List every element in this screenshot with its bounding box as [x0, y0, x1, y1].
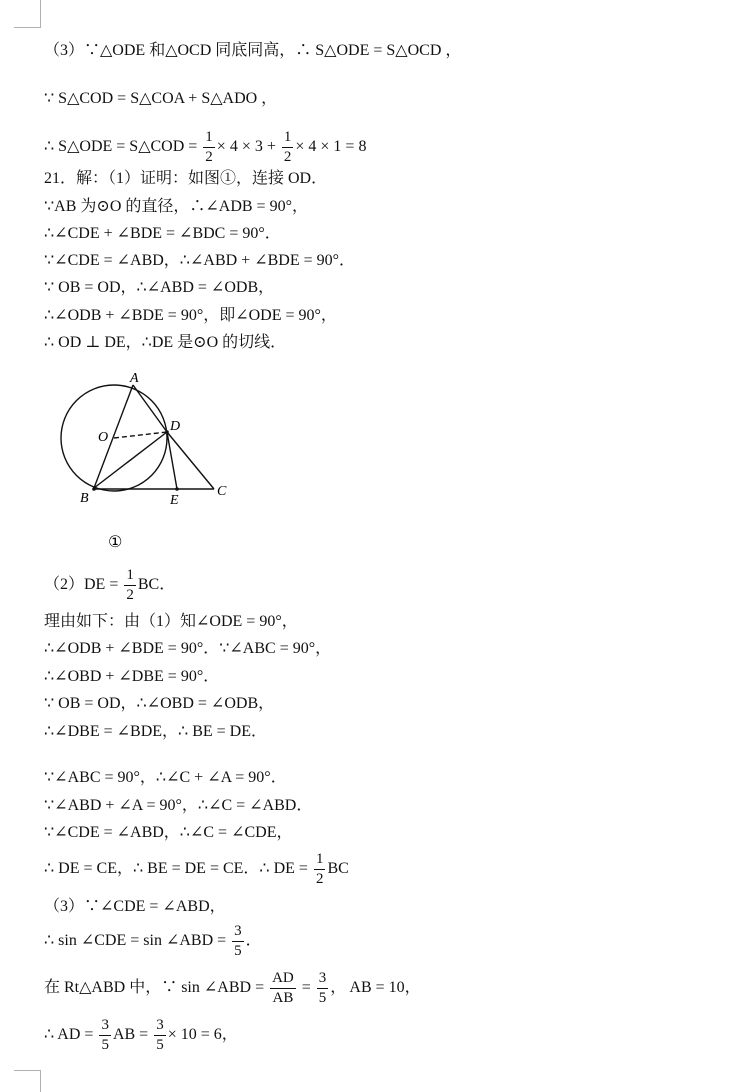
- fraction-numerator: 3: [317, 971, 329, 989]
- fraction-numerator: AD: [270, 971, 296, 989]
- solution-line-20: [44, 851, 349, 887]
- figure-caption: ①: [108, 532, 123, 551]
- fraction-denominator: 2: [126, 586, 134, 603]
- fraction-denominator: 5: [234, 942, 242, 959]
- line22-part-a: ∴ sin ∠CDE = sin ∠ABD =: [44, 932, 231, 949]
- fraction-denominator: 5: [156, 1036, 164, 1053]
- line24-part-a: ∴ AD =: [44, 1026, 98, 1043]
- solution-line-7: ∵∠CDE = ∠ABD，∴∠ABD + ∠BDE = 90°．: [44, 252, 356, 269]
- fraction-numerator: 1: [124, 568, 136, 586]
- fraction-denominator: 2: [315, 870, 324, 887]
- line24-part-b: AB =: [112, 1026, 153, 1043]
- page-corner-mark-bottom: [40, 1070, 41, 1092]
- segment-od-dashed: [114, 432, 167, 438]
- label-d: D: [170, 419, 181, 434]
- label-b: B: [80, 491, 89, 506]
- segment-ad: [133, 385, 167, 432]
- fraction-three-fifths: [317, 971, 329, 1006]
- solution-line-2: ∵ S△COD = S△COA + S△ADO ，: [44, 90, 278, 107]
- fraction-one-half: [203, 130, 215, 165]
- label-c: C: [217, 484, 227, 499]
- fraction-numerator: 1: [282, 130, 294, 148]
- fraction-three-fifths: [99, 1018, 111, 1053]
- line22-part-b: ．: [245, 932, 262, 949]
- solution-line-23: [44, 968, 421, 1008]
- fraction-numerator: 3: [232, 924, 244, 942]
- fraction-denominator: 5: [101, 1036, 109, 1053]
- fraction-numerator: 3: [99, 1018, 111, 1036]
- line24-part-c: × 10 = 6，: [167, 1026, 238, 1043]
- line20-part-a: ∴ DE = CE，∴ BE = DE = CE．∴ DE =: [44, 860, 312, 877]
- point-d-dot: [165, 430, 169, 434]
- geometry-figure: [44, 368, 244, 558]
- solution-line-12: 理由如下：由（1）知∠ODE = 90°，: [44, 613, 298, 630]
- solution-line-9: ∴∠ODB + ∠BDE = 90°，即∠ODE = 90°，: [44, 307, 337, 324]
- solution-line-21: （3）∵∠CDE = ∠ABD，: [44, 898, 226, 915]
- line20-part-b: BC: [327, 860, 349, 877]
- fraction-denominator: 2: [205, 149, 213, 165]
- line11-part-b: BC．: [137, 576, 176, 593]
- fraction-ad-over-ab: [270, 971, 296, 1006]
- solution-line-19: ∵∠CDE = ∠ABD，∴∠C = ∠CDE，: [44, 824, 293, 841]
- solution-line-6: ∴∠CDE + ∠BDE = ∠BDC = 90°．: [44, 225, 281, 242]
- line3-part-a: ∴ S△ODE = S△COD =: [44, 138, 202, 156]
- line3-part-c: × 4 × 1 = 8: [295, 138, 367, 156]
- fraction-denominator: 2: [283, 149, 292, 165]
- solution-line-3: [44, 130, 366, 164]
- fraction-numerator: 1: [314, 852, 326, 870]
- label-o: O: [98, 430, 109, 445]
- fraction-denominator: AB: [272, 989, 294, 1006]
- line23-part-b: =: [297, 979, 315, 996]
- solution-line-17: ∵∠ABC = 90°，∴∠C + ∠A = 90°．: [44, 769, 287, 786]
- segment-dc: [167, 432, 214, 489]
- label-a: A: [130, 371, 139, 386]
- label-e: E: [170, 493, 179, 508]
- fraction-three-fifths: [154, 1018, 166, 1053]
- page-corner-mark-top-h: [14, 27, 41, 28]
- solution-line-10: ∴ OD ⊥ DE，∴DE 是⊙O 的切线．: [44, 334, 287, 351]
- solution-line-8: ∵ OB = OD，∴∠ABD = ∠ODB，: [44, 279, 275, 296]
- fraction-one-half: [124, 568, 136, 603]
- solution-line-15: ∵ OB = OD，∴∠OBD = ∠ODB，: [44, 695, 275, 712]
- line3-part-b: × 4 × 3 +: [216, 138, 280, 156]
- solution-line-18: ∵∠ABD + ∠A = 90°，∴∠C = ∠ABD．: [44, 797, 313, 814]
- point-e-dot: [175, 487, 179, 491]
- line23-part-c: ， AB = 10，: [330, 979, 421, 996]
- fraction-numerator: 1: [203, 130, 215, 148]
- solution-line-14: ∴∠OBD + ∠DBE = 90°．: [44, 668, 220, 685]
- fraction-one-half: [282, 130, 294, 165]
- solution-line-13: ∴∠ODB + ∠BDE = 90°．∵∠ABC = 90°，: [44, 640, 332, 657]
- fraction-denominator: 5: [318, 989, 327, 1006]
- solution-line-5: ∵AB 为⊙O 的直径，∴∠ADB = 90°，: [44, 198, 308, 215]
- solution-line-24: [44, 1015, 238, 1055]
- line23-part-a: 在 Rt△ABD 中，∵ sin ∠ABD =: [44, 979, 269, 996]
- solution-line-4: 21．解：（1）证明：如图①，连接 OD．: [44, 170, 328, 187]
- solution-line-22: [44, 922, 262, 960]
- page-corner-mark-top: [40, 0, 41, 28]
- solution-line-1: （3）∵△ODE 和△OCD 同底同高，∴ S△ODE = S△OCD ，: [44, 42, 462, 59]
- fraction-one-half: [314, 852, 326, 887]
- line11-part-a: （2）DE =: [44, 576, 123, 593]
- page-corner-mark-bottom-h: [14, 1070, 41, 1071]
- solution-line-11: [44, 567, 175, 603]
- segment-de: [167, 432, 177, 489]
- fraction-three-fifths: [232, 924, 244, 959]
- point-b-dot: [92, 487, 96, 491]
- solution-line-16: ∴∠DBE = ∠BDE，∴ BE = DE．: [44, 723, 267, 740]
- fraction-numerator: 3: [154, 1018, 166, 1036]
